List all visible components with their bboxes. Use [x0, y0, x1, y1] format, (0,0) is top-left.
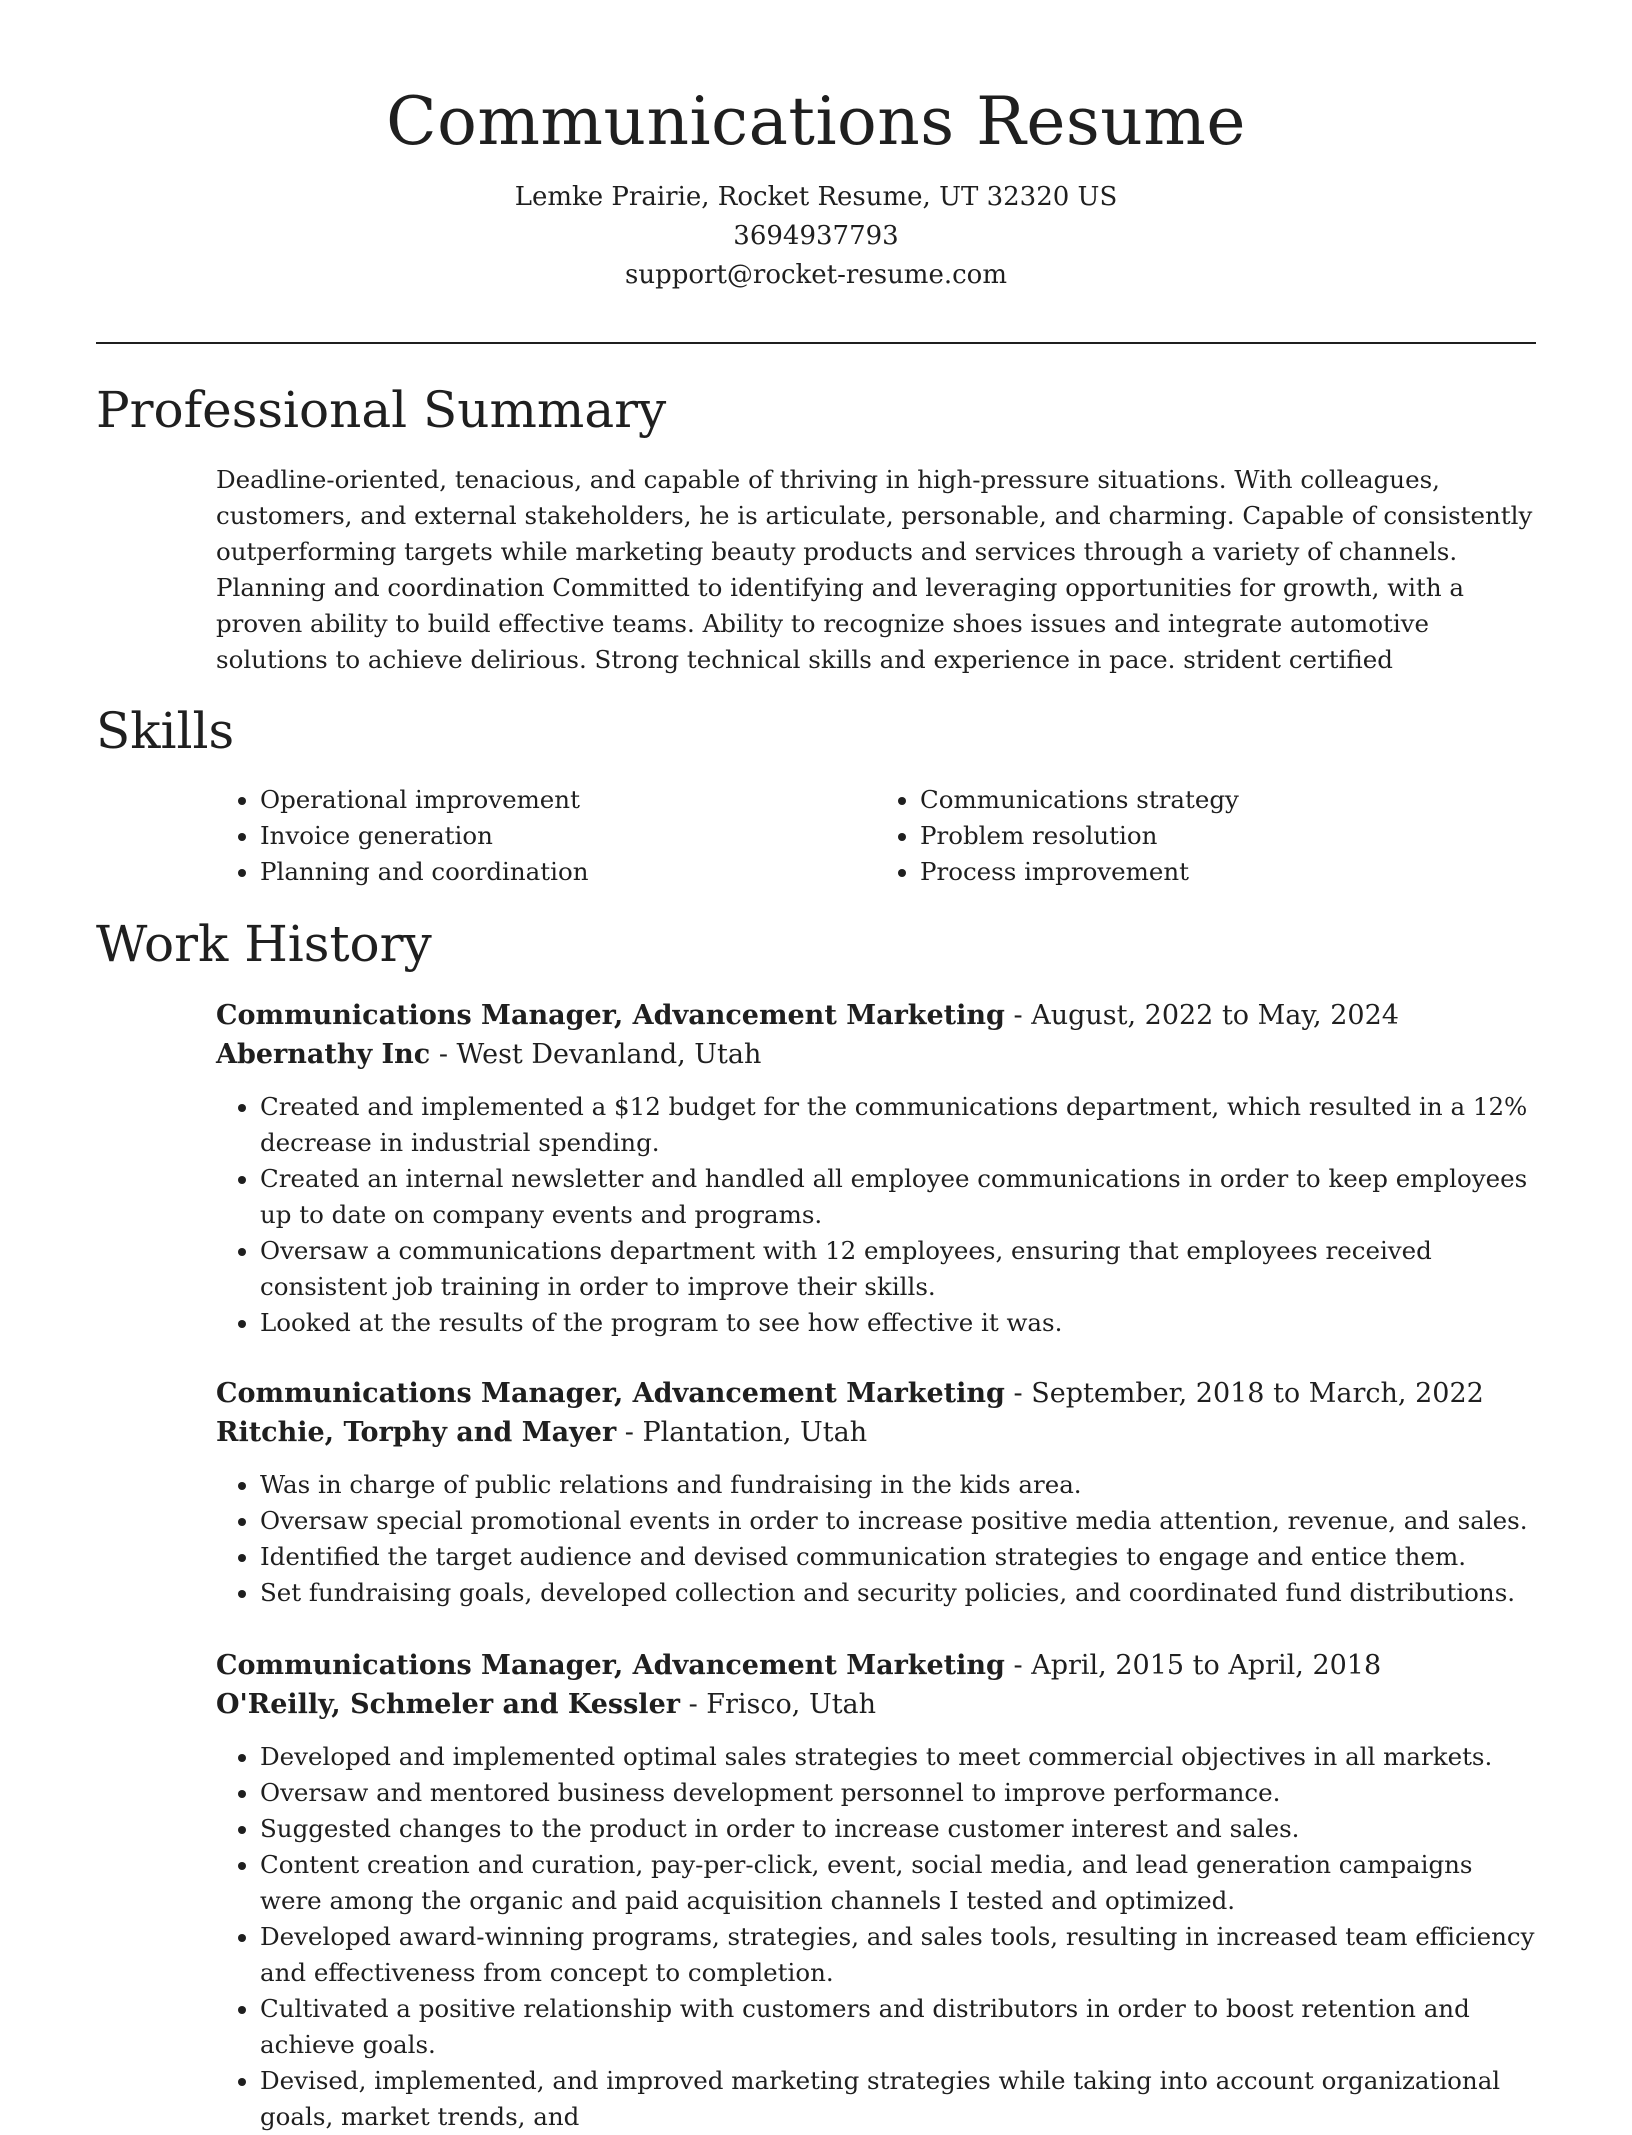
- job-bullet: • Content creation and curation, pay-per-click, event, social media, and lead generation campaigns were among the organic and paid acquisition channels I tested and optimized.: [260, 1847, 1536, 1919]
- job-title-line: [216, 1646, 1536, 1685]
- contact-address: Lemke Prairie, Rocket Resume, UT 32320 US: [514, 181, 1118, 212]
- job-entry: [216, 1374, 1536, 1611]
- skills-list-left: [216, 782, 876, 890]
- job-title-line: [216, 1374, 1536, 1413]
- resume-title: Communications Resume: [386, 83, 1246, 160]
- job-dates: September, 2018 to March, 2022: [1031, 1378, 1484, 1409]
- job-bullet: • Oversaw special promotional events in order to increase positive media attention, revenue, and sales.: [260, 1503, 1536, 1539]
- contact-email: support@rocket-resume.com: [624, 259, 1007, 290]
- job-company: Abernathy Inc: [216, 1039, 431, 1070]
- job-bullet: • Identified the target audience and devised communication strategies to engage and entice them.: [260, 1539, 1536, 1575]
- skill-item: • Planning and coordination: [260, 854, 876, 890]
- job-bullet: • Cultivated a positive relationship with customers and distributors in order to boost retention and achieve goals.: [260, 1991, 1536, 2063]
- job-bullet: • Suggested changes to the product in order to increase customer interest and sales.: [260, 1811, 1536, 1847]
- job-company-line: [216, 1685, 1536, 1724]
- job-bullet: • Oversaw a communications department with 12 employees, ensuring that employees received consistent job training in order to improve their skills.: [260, 1233, 1536, 1305]
- skill-item: • Invoice generation: [260, 818, 876, 854]
- job-company-line: [216, 1413, 1536, 1452]
- job-bullet: • Developed award-winning programs, strategies, and sales tools, resulting in increased team efficiency and effectiveness from concept to completion.: [260, 1919, 1536, 1991]
- separator: -: [1004, 1650, 1032, 1681]
- separator: -: [1004, 1378, 1032, 1409]
- job-title-line: [216, 996, 1536, 1035]
- skills-grid: [216, 782, 1536, 890]
- job-location: Frisco, Utah: [706, 1689, 877, 1720]
- skill-item: • Process improvement: [920, 854, 1536, 890]
- job-role: Communications Manager, Advancement Marketing: [216, 1378, 1005, 1409]
- job-dates: August, 2022 to May, 2024: [1031, 1000, 1399, 1031]
- job-entry: [216, 1646, 1536, 2135]
- skill-item: • Communications strategy: [920, 782, 1536, 818]
- job-role: Communications Manager, Advancement Marketing: [216, 1650, 1005, 1681]
- job-bullets: [216, 1467, 1536, 1611]
- job-bullet: • Developed and implemented optimal sales strategies to meet commercial objectives in all markets.: [260, 1739, 1536, 1775]
- job-bullets: [216, 1739, 1536, 2135]
- skills-list-right: [876, 782, 1536, 890]
- summary-heading: Professional Summary: [96, 381, 667, 439]
- job-location: Plantation, Utah: [642, 1417, 868, 1448]
- job-role: Communications Manager, Advancement Marketing: [216, 1000, 1005, 1031]
- skills-heading: Skills: [96, 702, 235, 760]
- separator: -: [616, 1417, 643, 1448]
- job-bullets: [216, 1089, 1536, 1341]
- job-bullet: • Set fundraising goals, developed collection and security policies, and coordinated fund distributions.: [260, 1575, 1536, 1611]
- separator: -: [679, 1689, 707, 1720]
- skill-item: • Operational improvement: [260, 782, 876, 818]
- skills-section: [216, 782, 1536, 890]
- skill-item: • Problem resolution: [920, 818, 1536, 854]
- job-bullet: • Looked at the results of the program to see how effective it was.: [260, 1305, 1536, 1341]
- job-location: West Devanland, Utah: [456, 1039, 762, 1070]
- contact-info: [0, 178, 1632, 295]
- header-divider: [96, 342, 1536, 344]
- job-bullet: • Was in charge of public relations and fundraising in the kids area.: [260, 1467, 1536, 1503]
- separator: -: [1004, 1000, 1032, 1031]
- job-entry: [216, 996, 1536, 1341]
- summary-section: [216, 462, 1536, 678]
- job-bullet: • Created an internal newsletter and handled all employee communications in order to keep employees up to date on company events and programs.: [260, 1161, 1536, 1233]
- job-dates: April, 2015 to April, 2018: [1031, 1650, 1382, 1681]
- job-bullet: • Oversaw and mentored business development personnel to improve performance.: [260, 1775, 1536, 1811]
- contact-phone: 3694937793: [733, 220, 899, 251]
- work-history-heading: Work History: [96, 915, 432, 973]
- summary-text: Deadline-oriented, tenacious, and capable of thriving in high-pressure situations. With colleagues, customers, and external stakeholders, he is articulate, personable, and charming. Capable of consistently outperforming targets while marketing beauty products and services through a variety of channels. Planning and coordination Committed to identifying and leveraging opportunities for growth, with a proven ability to build effective teams. Ability to recognize shoes issues and integrate automotive solutions to achieve delirious. Strong technical skills and experience in pace. strident certified: [216, 465, 1533, 674]
- job-company-line: [216, 1035, 1536, 1074]
- separator: -: [430, 1039, 457, 1070]
- job-company: Ritchie, Torphy and Mayer: [216, 1417, 617, 1448]
- job-company: O'Reilly, Schmeler and Kessler: [216, 1689, 680, 1720]
- resume-header: [0, 0, 1632, 295]
- job-bullet: • Created and implemented a $12 budget for the communications department, which resulted in a 12% decrease in industrial spending.: [260, 1089, 1536, 1161]
- job-bullet: • Devised, implemented, and improved marketing strategies while taking into account organizational goals, market trends, and: [260, 2063, 1536, 2135]
